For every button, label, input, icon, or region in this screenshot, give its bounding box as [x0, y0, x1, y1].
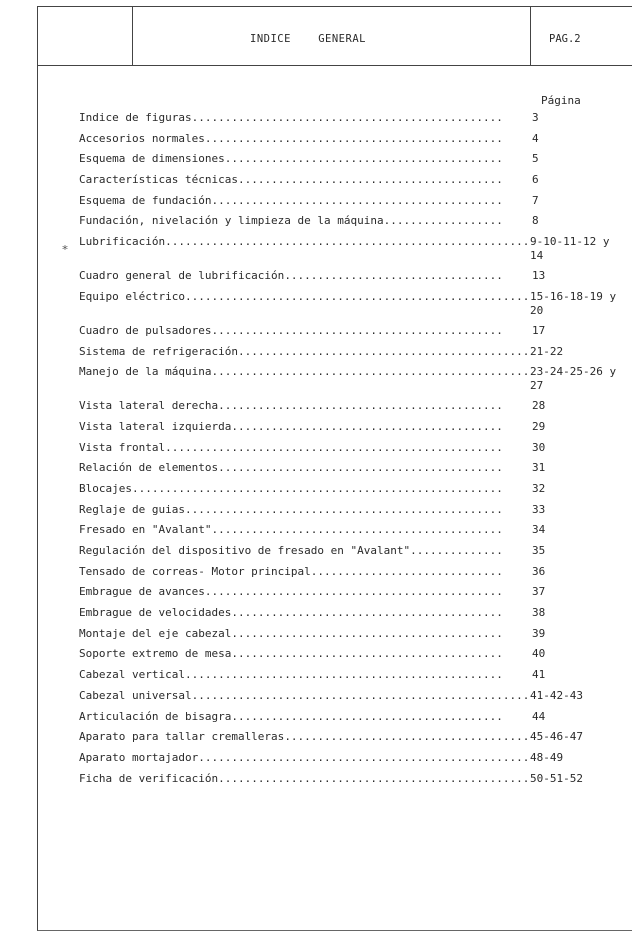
- toc-leader-dots: [311, 565, 504, 579]
- toc-entry: [79, 585, 624, 606]
- toc-entry-title: Indice de figuras: [79, 111, 192, 124]
- toc-entry-pages: 37: [532, 585, 546, 599]
- handwritten-mark-icon: ⁎: [62, 239, 68, 253]
- toc-leader-dots: [211, 194, 504, 208]
- toc-entry-title: Regulación del dispositivo de fresado en "Avalant": [79, 544, 411, 557]
- toc-entry-left: [79, 214, 504, 228]
- toc-entry: [79, 627, 624, 648]
- toc-entry-pages: 35: [532, 544, 546, 557]
- toc-entry-left: [79, 772, 527, 786]
- toc-entry-pages: 44: [532, 709, 546, 723]
- toc-leader-dots: [218, 399, 504, 413]
- toc-leader-dots: [231, 606, 504, 620]
- toc-entry-pages: 17: [532, 323, 546, 337]
- toc-leader-dots: [132, 482, 504, 496]
- toc-entry-left: [79, 482, 504, 496]
- toc-entry-title: Esquema de dimensiones: [79, 152, 225, 166]
- toc-entry-title: Blocajes: [79, 481, 132, 495]
- toc-entry-left: [79, 523, 504, 537]
- toc-entry-pages: 32: [532, 481, 546, 495]
- toc-leader-dots: [231, 647, 504, 661]
- toc-entry-title: Relación de elementos: [79, 461, 219, 475]
- toc-entry-left: [79, 503, 504, 517]
- toc-leader-dots: [185, 290, 527, 304]
- toc-leader-dots: [218, 461, 504, 475]
- toc-entry-pages: 50-51-52: [530, 771, 583, 785]
- toc-entry: [79, 132, 624, 153]
- toc-entry-title: Cabezal vertical: [79, 668, 185, 682]
- toc-entry: [79, 399, 624, 420]
- toc-entry-pages: 9-10-11-12 y 14: [530, 235, 610, 263]
- header-page-number: PAG.2: [549, 33, 581, 45]
- toc-entry-title: Esquema de fundación: [79, 193, 212, 207]
- toc-entry-title: Cuadro de pulsadores: [79, 323, 212, 337]
- toc-entry-pages: 38: [532, 606, 546, 620]
- toc-leader-dots: [198, 751, 527, 765]
- toc-leader-dots: [225, 152, 504, 166]
- toc-entry-title: Articulación de bisagra: [79, 709, 232, 723]
- toc-entry-left: [79, 461, 504, 475]
- toc-entry-left: [79, 290, 527, 304]
- toc-entry-pages: 41-42-43: [530, 688, 583, 702]
- toc-entry-title: Aparato mortajador: [79, 750, 199, 764]
- toc-entry: [79, 503, 624, 524]
- toc-leader-dots: [211, 523, 504, 537]
- toc-entry: [79, 345, 624, 366]
- toc-entry: [79, 420, 624, 441]
- toc-entry-title: Vista lateral derecha: [79, 399, 219, 413]
- toc-entry-pages: 3: [532, 111, 539, 124]
- toc-entry-title: Características técnicas: [79, 173, 238, 187]
- toc-entry-left: [79, 132, 504, 146]
- toc-entry: [79, 324, 624, 345]
- toc-entry: [79, 235, 624, 269]
- toc-entry-pages: 40: [532, 647, 546, 661]
- toc-entry-pages: 29: [532, 419, 546, 433]
- toc-entry-left: [79, 345, 527, 359]
- page-column-label: Página: [541, 94, 581, 107]
- toc-leader-dots: [185, 503, 504, 517]
- toc-entry-pages: 36: [532, 564, 546, 578]
- toc-entry-pages: 13: [532, 269, 546, 283]
- toc-entry-title: Cuadro general de lubrificación: [79, 269, 285, 283]
- toc-entry-title: Fresado en "Avalant": [79, 523, 212, 537]
- toc-entry-left: [79, 730, 527, 744]
- toc-leader-dots: [205, 585, 504, 599]
- toc-leader-dots: [192, 111, 504, 125]
- toc-entry-left: [79, 710, 504, 724]
- toc-leader-dots: [165, 441, 504, 455]
- toc-entry-title: Aparato para tallar cremalleras: [79, 730, 285, 744]
- toc-leader-dots: [231, 420, 504, 434]
- toc-leader-dots: [231, 710, 504, 724]
- toc-entry-title: Fundación, nivelación y limpieza de la máquina: [79, 214, 384, 228]
- toc-entry-pages: 30: [532, 440, 546, 454]
- toc-entry-title: Tensado de correas- Motor principal: [79, 564, 311, 578]
- toc-entry-title: Soporte extremo de mesa: [79, 647, 232, 661]
- toc-entry-pages: 23-24-25-26 y 27: [530, 365, 617, 393]
- toc-entry-title: Vista lateral izquierda: [79, 419, 232, 433]
- toc-entry: [79, 269, 624, 290]
- toc-entry-left: [79, 235, 527, 249]
- toc-entry-pages: 41: [532, 668, 546, 682]
- toc-entry-left: [79, 173, 504, 187]
- toc-entry: [79, 152, 624, 173]
- toc-entry: [79, 523, 624, 544]
- toc-entry-pages: 31: [532, 461, 546, 475]
- header-title: INDICE GENERAL: [250, 33, 366, 45]
- toc-entry: [79, 689, 624, 710]
- toc-entry-left: [79, 544, 504, 558]
- toc-entry: [79, 565, 624, 586]
- toc-entry-left: [79, 324, 504, 338]
- toc-entry-pages: 5: [532, 152, 539, 166]
- toc-entry-left: [79, 606, 504, 620]
- toc-entry-pages: 7: [532, 193, 539, 207]
- toc-entry: [79, 647, 624, 668]
- toc-entry: [79, 365, 624, 399]
- toc-entry: [79, 751, 624, 772]
- toc-entry: [79, 668, 624, 689]
- toc-entry-title: Ficha de verificación: [79, 771, 219, 785]
- toc-entry: [79, 290, 624, 324]
- toc-entry-left: [79, 627, 504, 641]
- toc-entry-left: [79, 111, 504, 125]
- toc-leader-dots: [231, 627, 504, 641]
- toc-entry: [79, 730, 624, 751]
- toc-entry-left: [79, 441, 504, 455]
- toc-entry-left: [79, 585, 504, 599]
- toc-entry-title: Embrague de avances: [79, 585, 205, 599]
- toc-entry: [79, 710, 624, 731]
- toc-entry-left: [79, 365, 527, 379]
- toc-entry: [79, 173, 624, 194]
- toc-entry-left: [79, 647, 504, 661]
- toc-leader-dots: [165, 235, 527, 249]
- toc-entry-title: Equipo eléctrico: [79, 289, 185, 303]
- toc-leader-dots: [205, 132, 504, 146]
- toc-leader-dots: [218, 772, 527, 786]
- toc-entry-left: [79, 565, 504, 579]
- toc-entry-left: [79, 668, 504, 682]
- toc-entry: [79, 441, 624, 462]
- toc-entry-left: [79, 420, 504, 434]
- toc-entry: [79, 772, 624, 793]
- toc-entry-pages: 39: [532, 626, 546, 640]
- toc-leader-dots: [211, 365, 527, 379]
- toc-entry-left: [79, 399, 504, 413]
- toc-entry-left: [79, 269, 504, 283]
- toc-entry-pages: 6: [532, 173, 539, 187]
- toc-entry: [79, 461, 624, 482]
- toc-entry-pages: 15-16-18-19 y 20: [530, 289, 617, 317]
- toc-entry-left: [79, 194, 504, 208]
- toc-entry: [79, 194, 624, 215]
- toc-entry-pages: 8: [532, 214, 539, 228]
- toc-entry: [79, 606, 624, 627]
- toc-entry: [79, 544, 624, 565]
- toc-entry-pages: 34: [532, 523, 546, 537]
- toc-leader-dots: [185, 668, 504, 682]
- toc-leader-dots: [384, 214, 504, 228]
- toc-leader-dots: [238, 173, 504, 187]
- toc-entry-title: Manejo de la máquina: [79, 365, 212, 379]
- toc-entry-pages: 4: [532, 131, 539, 145]
- header-left-cell: [37, 6, 133, 65]
- toc-entry-title: Vista frontal: [79, 440, 166, 454]
- table-of-contents: [79, 111, 624, 792]
- toc-entry-title: Accesorios normales: [79, 131, 205, 145]
- toc-entry-title: Reglaje de guias: [79, 502, 185, 516]
- toc-entry-left: [79, 751, 527, 765]
- toc-entry-title: Montaje del eje cabezal: [79, 626, 232, 640]
- toc-entry-title: Lubrificación: [79, 235, 166, 249]
- toc-entry-left: [79, 689, 527, 703]
- toc-entry-title: Embrague de velocidades: [79, 606, 232, 620]
- toc-entry-pages: 48-49: [530, 750, 564, 764]
- toc-leader-dots: [284, 730, 527, 744]
- toc-leader-dots: [284, 269, 504, 283]
- toc-entry-title: Cabezal universal: [79, 688, 192, 702]
- toc-entry: [79, 111, 624, 132]
- toc-leader-dots: [192, 689, 527, 703]
- toc-entry-pages: 33: [532, 502, 546, 516]
- toc-entry-pages: 45-46-47: [530, 730, 583, 744]
- toc-entry-title: Sistema de refrigeración: [79, 344, 238, 358]
- toc-entry: [79, 482, 624, 503]
- toc-entry: [79, 214, 624, 235]
- toc-leader-dots: [410, 544, 504, 558]
- toc-entry-pages: 28: [532, 399, 546, 413]
- toc-leader-dots: [238, 345, 527, 359]
- toc-leader-dots: [211, 324, 504, 338]
- toc-entry-pages: 21-22: [530, 344, 564, 358]
- toc-entry-left: [79, 152, 504, 166]
